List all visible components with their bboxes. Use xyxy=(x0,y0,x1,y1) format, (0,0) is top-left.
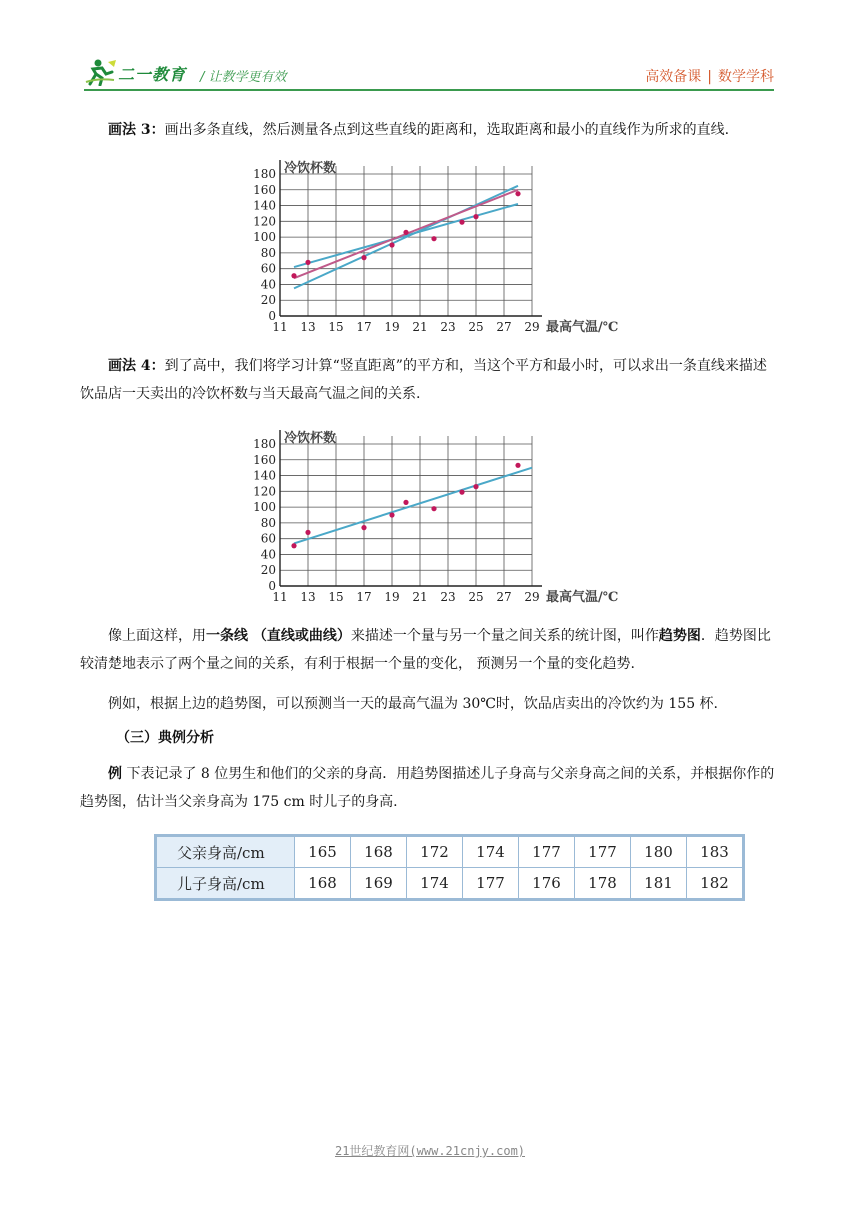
trend-text-a: 像上面这样，用 xyxy=(108,628,206,644)
x-tick-label: 19 xyxy=(384,590,400,604)
header-label-a: 高效备课 xyxy=(645,69,702,85)
chart-method3 xyxy=(252,156,652,344)
header-subject xyxy=(645,66,774,86)
y-tick-label: 80 xyxy=(260,515,276,530)
x-tick-label: 19 xyxy=(384,320,400,334)
x-tick-label: 23 xyxy=(440,320,456,334)
trend-definition xyxy=(80,622,780,678)
y-tick-label: 140 xyxy=(253,468,276,483)
height-table xyxy=(156,836,743,899)
y-tick-label: 120 xyxy=(253,214,276,229)
y-tick-label: 140 xyxy=(253,198,276,213)
data-point xyxy=(389,512,394,517)
table-cell: 177 xyxy=(519,837,575,868)
table-row xyxy=(157,837,743,868)
data-point xyxy=(403,500,408,505)
trend-example: 例如，根据上边的趋势图，可以预测当一天的最高气温为 30℃时，饮品店卖出的冷饮约为 155 杯. xyxy=(108,696,718,712)
row-label: 儿子身高/cm xyxy=(157,868,295,899)
data-point xyxy=(431,236,436,241)
x-tick-label: 17 xyxy=(356,590,372,604)
section-title-text: （三）典例分析 xyxy=(116,730,214,746)
table-cell: 181 xyxy=(631,868,687,899)
x-tick-label: 29 xyxy=(524,590,540,604)
y-tick-label: 40 xyxy=(260,547,276,562)
y-tick-label: 100 xyxy=(253,230,276,245)
example-label: 例 xyxy=(108,766,122,782)
header-label-b: 数学学科 xyxy=(718,69,774,85)
y-axis-title: 冷饮杯数 xyxy=(284,161,337,176)
trend-line xyxy=(294,204,518,267)
header-separator: | xyxy=(707,69,712,85)
table-cell: 165 xyxy=(295,837,351,868)
x-axis-title: 最高气温/℃ xyxy=(546,590,619,605)
trend-line xyxy=(294,468,532,544)
method3-text: 画出多条直线，然后测量各点到这些直线的距离和，选取距离和最小的直线作为所求的直线. xyxy=(164,122,730,138)
method4-paragraph xyxy=(80,352,780,408)
x-tick-label: 21 xyxy=(412,320,428,334)
header-rule xyxy=(84,89,774,91)
table-cell: 174 xyxy=(407,868,463,899)
table-cell: 180 xyxy=(631,837,687,868)
data-point xyxy=(473,214,478,219)
x-tick-label: 27 xyxy=(496,590,512,604)
trend-bold-a: 一条线 （直线或曲线） xyxy=(206,628,351,644)
trend-text-b: 来描述一个量与另一个量之间关系的统计图，叫作 xyxy=(350,628,659,644)
footer-link[interactable]: 21世纪教育网(www.21cnjy.com) xyxy=(334,1144,526,1158)
y-tick-label: 100 xyxy=(253,500,276,515)
example-text: 下表记录了 8 位男生和他们的父亲的身高．用趋势图描述儿子身高与父亲身高之间的关系，并根据你作的趋势图，估计当父亲身高为 175 cm 时儿子的身高. xyxy=(80,766,775,810)
y-tick-label: 180 xyxy=(253,437,276,451)
y-tick-label: 0 xyxy=(268,579,276,593)
data-point xyxy=(473,484,478,489)
data-point xyxy=(459,220,464,225)
table-cell: 172 xyxy=(407,837,463,868)
table-cell: 169 xyxy=(351,868,407,899)
brand-name: 二一教育 xyxy=(118,65,187,84)
x-axis-title: 最高气温/℃ xyxy=(546,320,619,335)
data-point xyxy=(305,530,310,535)
chart-method4 xyxy=(252,426,652,614)
x-tick-label: 17 xyxy=(356,320,372,334)
table-cell: 183 xyxy=(687,837,743,868)
x-tick-label: 29 xyxy=(524,320,540,334)
data-point xyxy=(403,230,408,235)
table-cell: 177 xyxy=(463,868,519,899)
table-cell: 177 xyxy=(575,837,631,868)
chart-method3-svg xyxy=(252,156,652,340)
table-cell: 176 xyxy=(519,868,575,899)
y-tick-label: 160 xyxy=(253,452,276,467)
method3-label: 画法 3： xyxy=(108,122,165,138)
x-tick-label: 11 xyxy=(272,320,288,334)
chart-method4-svg xyxy=(252,426,652,610)
x-tick-label: 25 xyxy=(468,320,484,334)
data-point xyxy=(389,242,394,247)
y-axis-title: 冷饮杯数 xyxy=(284,431,337,446)
data-point xyxy=(291,543,296,548)
plot-area xyxy=(253,160,618,335)
x-tick-label: 13 xyxy=(300,590,316,604)
table-cell: 168 xyxy=(295,868,351,899)
x-tick-label: 13 xyxy=(300,320,316,334)
x-tick-label: 11 xyxy=(272,590,288,604)
y-tick-label: 80 xyxy=(260,245,276,260)
data-point xyxy=(515,191,520,196)
x-tick-label: 25 xyxy=(468,590,484,604)
method4-label: 画法 4： xyxy=(108,358,165,374)
x-tick-label: 15 xyxy=(328,590,344,604)
y-tick-label: 60 xyxy=(260,261,276,276)
trend-text-c: ．趋势图比较清楚地表示了两个量之间的关系，有利于根据一个量的变化， 预测另一个量的变化趋势. xyxy=(80,628,771,672)
data-point xyxy=(515,463,520,468)
data-point xyxy=(459,490,464,495)
x-tick-label: 27 xyxy=(496,320,512,334)
plot-area xyxy=(253,430,618,605)
data-point xyxy=(305,260,310,265)
y-tick-label: 60 xyxy=(260,531,276,546)
section-title xyxy=(116,724,788,752)
y-tick-label: 120 xyxy=(253,484,276,499)
method3-paragraph xyxy=(108,116,780,144)
y-tick-label: 20 xyxy=(260,293,276,308)
x-tick-label: 15 xyxy=(328,320,344,334)
data-point xyxy=(291,273,296,278)
table-cell: 168 xyxy=(351,837,407,868)
y-tick-label: 160 xyxy=(253,182,276,197)
row-label: 父亲身高/cm xyxy=(157,837,295,868)
slogan: / 让教学更有效 xyxy=(200,70,287,85)
y-tick-label: 0 xyxy=(268,309,276,323)
x-tick-label: 21 xyxy=(412,590,428,604)
data-point xyxy=(361,525,366,530)
page-header xyxy=(84,56,774,94)
example-paragraph xyxy=(80,760,780,816)
table-cell: 174 xyxy=(463,837,519,868)
table-cell: 178 xyxy=(575,868,631,899)
data-point xyxy=(361,255,366,260)
table-cell: 182 xyxy=(687,868,743,899)
data-point xyxy=(431,506,436,511)
table-row xyxy=(157,868,743,899)
y-tick-label: 20 xyxy=(260,563,276,578)
y-tick-label: 180 xyxy=(253,167,276,181)
trend-bold-b: 趋势图 xyxy=(658,628,701,644)
method4-text: 到了高中，我们将学习计算“竖直距离”的平方和，当这个平方和最小时，可以求出一条直线来描述饮品店一天卖出的冷饮杯数与当天最高气温之间的关系. xyxy=(80,358,767,402)
x-tick-label: 23 xyxy=(440,590,456,604)
y-tick-label: 40 xyxy=(260,277,276,292)
